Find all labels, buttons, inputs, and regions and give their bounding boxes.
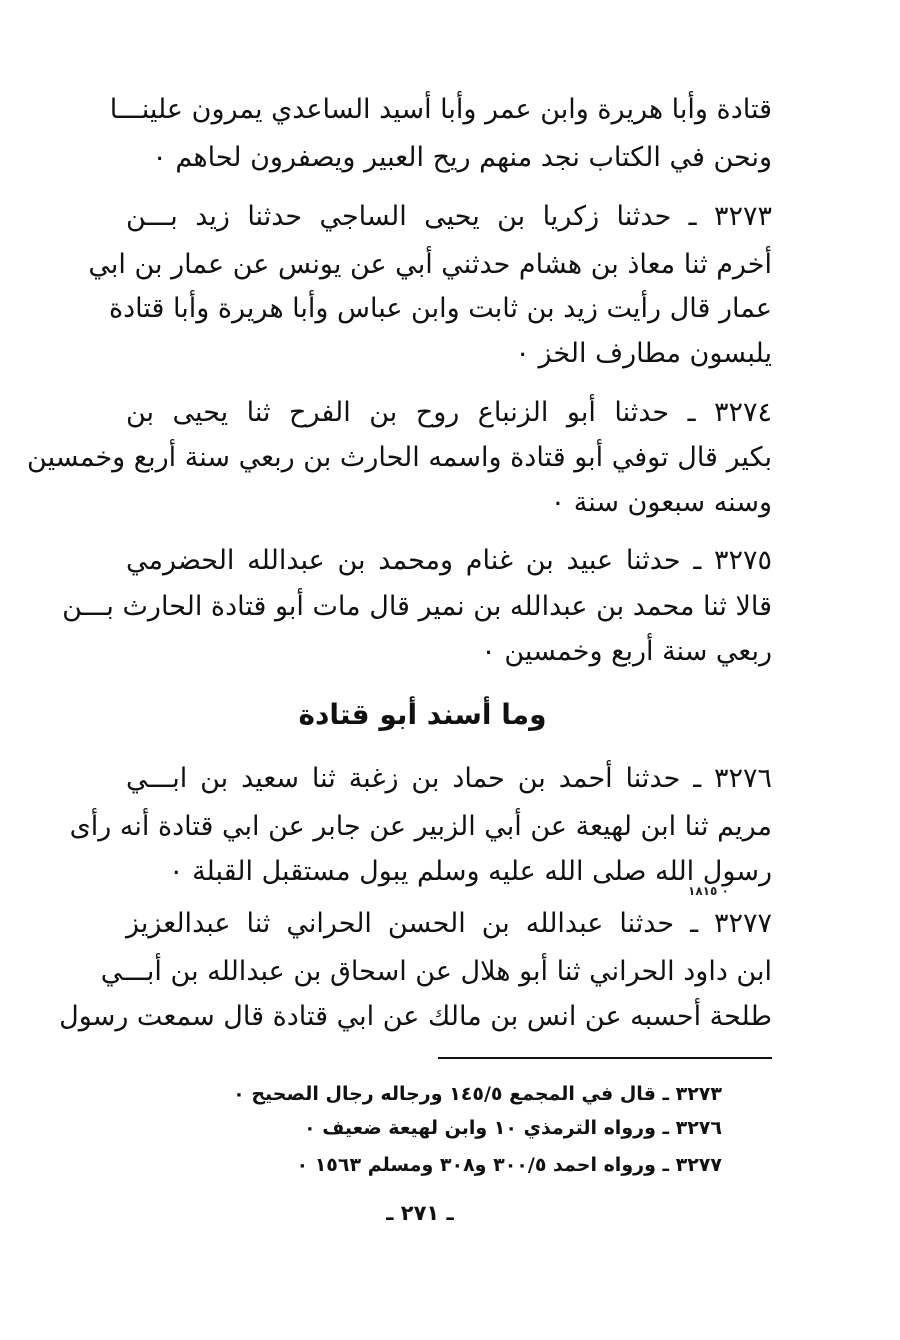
text-line: يلبسون مطارف الخز ٠: [515, 338, 772, 369]
text-line: ابن داود الحراني ثنا أبو هلال عن اسحاق بن عبدالله بن أبـــي: [100, 956, 772, 987]
text-line: عمار قال رأيت زيد بن ثابت وابن عباس وأبا هريرة وأبا قتادة: [108, 293, 772, 324]
text-line: قالا ثنا محمد بن عبدالله بن نمير قال مات أبو قتادة الحارث بـــن: [62, 591, 772, 622]
text-line: ٣٢٧٧ ـ حدثنا عبدالله بن الحسن الحراني ثنا عبدالعزيز: [126, 908, 772, 939]
text-line: ٣٢٧٥ ـ حدثنا عبيد بن غنام ومحمد بن عبدالله الحضرمي: [126, 545, 772, 576]
text-line: مريم ثنا ابن لهيعة عن أبي الزبير عن جابر عن ابي قتادة أنه رأى: [69, 811, 772, 842]
text-line: رسول الله صلى الله عليه وسلم يبول مستقبل القبلة ٠: [168, 856, 772, 887]
footnote: ٣٢٧٦ ـ ورواه الترمذي ١٠ وابن لهيعة ضعيف ٠: [304, 1117, 722, 1139]
footnote: ٣٢٧٣ ـ قال في المجمع ١٤٥/٥ ورجاله رجال الصحيح ٠: [233, 1083, 722, 1105]
footnote-separator: [438, 1057, 772, 1059]
text-line: ٣٢٧٦ ـ حدثنا أحمد بن حماد بن زغبة ثنا سعيد بن ابـــي: [126, 763, 772, 794]
text-line: ٣٢٧٣ ـ حدثنا زكريا بن يحيى الساجي حدثنا زيد بـــن: [126, 201, 772, 232]
footnote: ٣٢٧٧ ـ ورواه احمد ٣٠٠/٥ و٣٠٨ ومسلم ١٥٦٣ ٠: [296, 1154, 722, 1176]
text-line: ونحن في الكتاب نجد منهم ريح العبير ويصفرون لحاهم ٠: [152, 142, 772, 173]
page-number: ـ ٢٧١ ـ: [386, 1201, 454, 1225]
text-line: قتادة وأبا هريرة وابن عمر وأبا أسيد الساعدي يمرون علينـــا: [109, 94, 772, 125]
section-heading: وما أسند أبو قتادة: [298, 698, 547, 731]
text-line: طلحة أحسبه عن انس بن مالك عن ابي قتادة قال سمعت رسول: [59, 1001, 772, 1032]
text-line: أخرم ثنا معاذ بن هشام حدثني أبي عن يونس عن عمار بن ابي: [88, 249, 772, 280]
text-line: ٣٢٧٤ ـ حدثنا أبو الزنباع روح بن الفرح ثنا يحيى بن: [126, 397, 772, 428]
text-line: وسنه سبعون سنة ٠: [550, 487, 772, 518]
text-line: بكير قال توفي أبو قتادة واسمه الحارث بن ربعي سنة أربع وخمسين: [27, 442, 772, 473]
stray-print-mark: ٠ ١٨١٥: [688, 884, 729, 898]
text-line: ربعي سنة أربع وخمسين ٠: [481, 636, 772, 667]
